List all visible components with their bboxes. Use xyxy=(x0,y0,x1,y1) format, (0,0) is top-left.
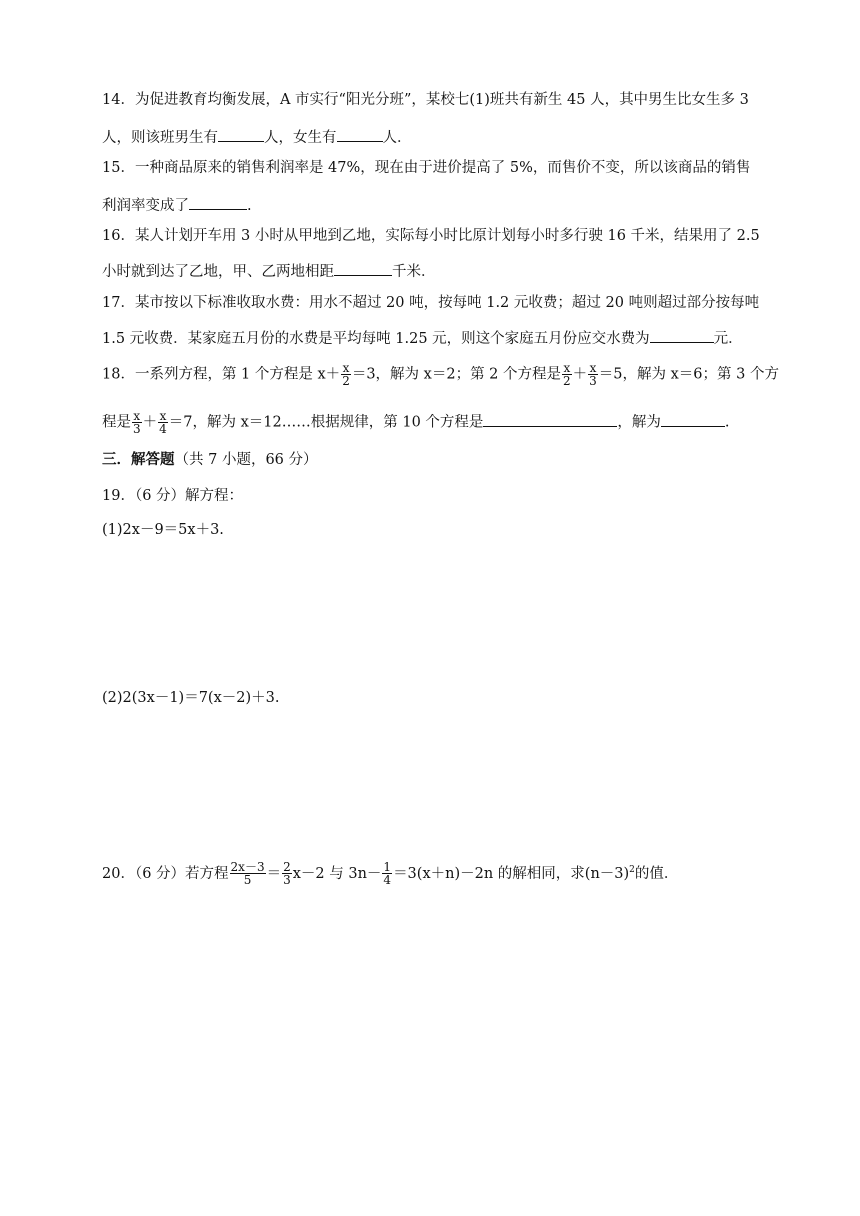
q16-line2 xyxy=(102,261,436,282)
frac-num: x xyxy=(342,361,350,375)
q18-text-2a: 程是 xyxy=(102,414,131,431)
q18-text-2d: ，解为 xyxy=(617,414,661,431)
q19-part1-text: (1)2x－9＝5x＋3. xyxy=(102,522,224,538)
section3-note: （共 7 小题，66 分） xyxy=(174,452,318,468)
fraction-2x-3-over-5 xyxy=(230,861,266,886)
frac-den: 3 xyxy=(283,873,291,888)
q18-line2 xyxy=(102,410,730,435)
frac-den: 3 xyxy=(589,374,597,388)
q18-text-2c: ＝7，解为 x＝12……根据规律，第 10 个方程是 xyxy=(168,414,484,431)
q20-text-c: x－2 与 3n－ xyxy=(292,865,382,882)
q14-text-2b: 人，女生有 xyxy=(264,130,337,146)
q18-text-1c: ＋ xyxy=(572,366,588,383)
frac-num: x xyxy=(133,409,141,423)
q19-part2-text: (2)2(3x－1)＝7(x－2)＋3. xyxy=(102,690,280,706)
q18-blank-equation[interactable] xyxy=(483,412,617,427)
q16-text-2b: 千米． xyxy=(392,264,436,280)
frac-den: 2 xyxy=(342,374,350,388)
frac-den: 4 xyxy=(159,422,167,436)
q17-text-1: 17．某市按以下标准收取水费：用水不超过 20 吨，按每吨 1.2 元收费；超过 20 吨则超过部分按每吨 xyxy=(102,295,760,311)
q18-text-1a: 18．一系列方程，第 1 个方程是 x＋ xyxy=(102,366,341,383)
q14-text-2a: 人，则该班男生有 xyxy=(102,130,218,146)
q20-text-b: ＝ xyxy=(266,865,282,882)
frac-den: 4 xyxy=(383,873,392,888)
fraction-2-over-3 xyxy=(282,861,292,886)
q20-text-e: 的值． xyxy=(634,865,679,882)
q14-line2 xyxy=(102,127,412,148)
frac-num: x xyxy=(589,361,597,375)
frac-den: 3 xyxy=(133,422,141,436)
fraction-x-over-2b xyxy=(562,362,572,387)
q14-blank-girls[interactable] xyxy=(337,127,383,142)
fraction-x-over-4 xyxy=(158,410,168,435)
q15-text-2b: . xyxy=(247,198,252,214)
q18-text-1d: ＝5，解为 x＝6；第 3 个方 xyxy=(598,366,779,383)
q16-text-2a: 小时就到达了乙地，甲、乙两地相距 xyxy=(102,264,334,280)
q14-line1 xyxy=(102,90,749,110)
frac-num: x xyxy=(563,361,571,375)
section3-title: 三．解答题 xyxy=(102,451,175,468)
frac-num: x xyxy=(159,409,167,423)
q17-line1 xyxy=(102,293,759,313)
q15-text-2a: 利润率变成了 xyxy=(102,198,189,214)
q17-line2 xyxy=(102,328,743,349)
fraction-1-over-4 xyxy=(382,861,392,886)
q20-line xyxy=(102,860,678,886)
q20-exponent: 2 xyxy=(629,865,635,875)
q18-blank-solution[interactable] xyxy=(661,412,725,427)
q20-text-d: ＝3(x＋n)－2n 的解相同，求(n－3) xyxy=(393,865,630,882)
frac-num: 2 xyxy=(283,860,291,875)
fraction-x-over-3b xyxy=(132,410,142,435)
fraction-x-over-3 xyxy=(588,362,598,387)
q19-title xyxy=(102,486,243,506)
q16-text-1: 16．某人计划开车用 3 小时从甲地到乙地，实际每小时比原计划每小时多行驶 16 千米，结果用了 2.5 xyxy=(102,228,760,244)
q14-text-1: 14．为促进教育均衡发展，A 市实行“阳光分班”，某校七(1)班共有新生 45 人，其中男生比女生多 3 xyxy=(102,92,749,108)
q15-blank[interactable] xyxy=(189,195,247,210)
q18-text-2e: . xyxy=(724,414,730,431)
fraction-x-over-2 xyxy=(341,362,351,387)
q14-blank-boys[interactable] xyxy=(218,127,264,142)
frac-den: 5 xyxy=(243,873,252,888)
frac-den: 2 xyxy=(563,374,571,388)
q20-text-a: 20．（6 分）若方程 xyxy=(102,865,229,882)
q19-title-text: 19．（6 分）解方程： xyxy=(102,488,244,504)
q14-text-2c: 人． xyxy=(382,130,412,146)
q15-line1 xyxy=(102,158,750,178)
q19-part2 xyxy=(102,688,279,708)
q15-line2 xyxy=(102,195,252,216)
q15-text-1: 15．一种商品原来的销售利润率是 47%，现在由于进价提高了 5%，而售价不变，所以该商品的销售 xyxy=(102,160,751,176)
frac-num: 2x－3 xyxy=(230,860,265,875)
q17-text-2b: 元． xyxy=(713,331,743,347)
q18-line1 xyxy=(102,362,779,387)
q16-line1 xyxy=(102,226,760,246)
q17-text-2a: 1.5 元收费．某家庭五月份的水费是平均每吨 1.25 元，则这个家庭五月份应交水费为 xyxy=(102,331,650,347)
q19-part1 xyxy=(102,520,224,540)
frac-num: 1 xyxy=(383,860,392,875)
q18-text-2b: ＋ xyxy=(142,414,158,431)
q17-blank[interactable] xyxy=(650,328,714,343)
section3-heading xyxy=(102,450,318,470)
q16-blank[interactable] xyxy=(334,261,392,276)
q18-text-1b: ＝3，解为 x＝2；第 2 个方程是 xyxy=(351,366,562,383)
